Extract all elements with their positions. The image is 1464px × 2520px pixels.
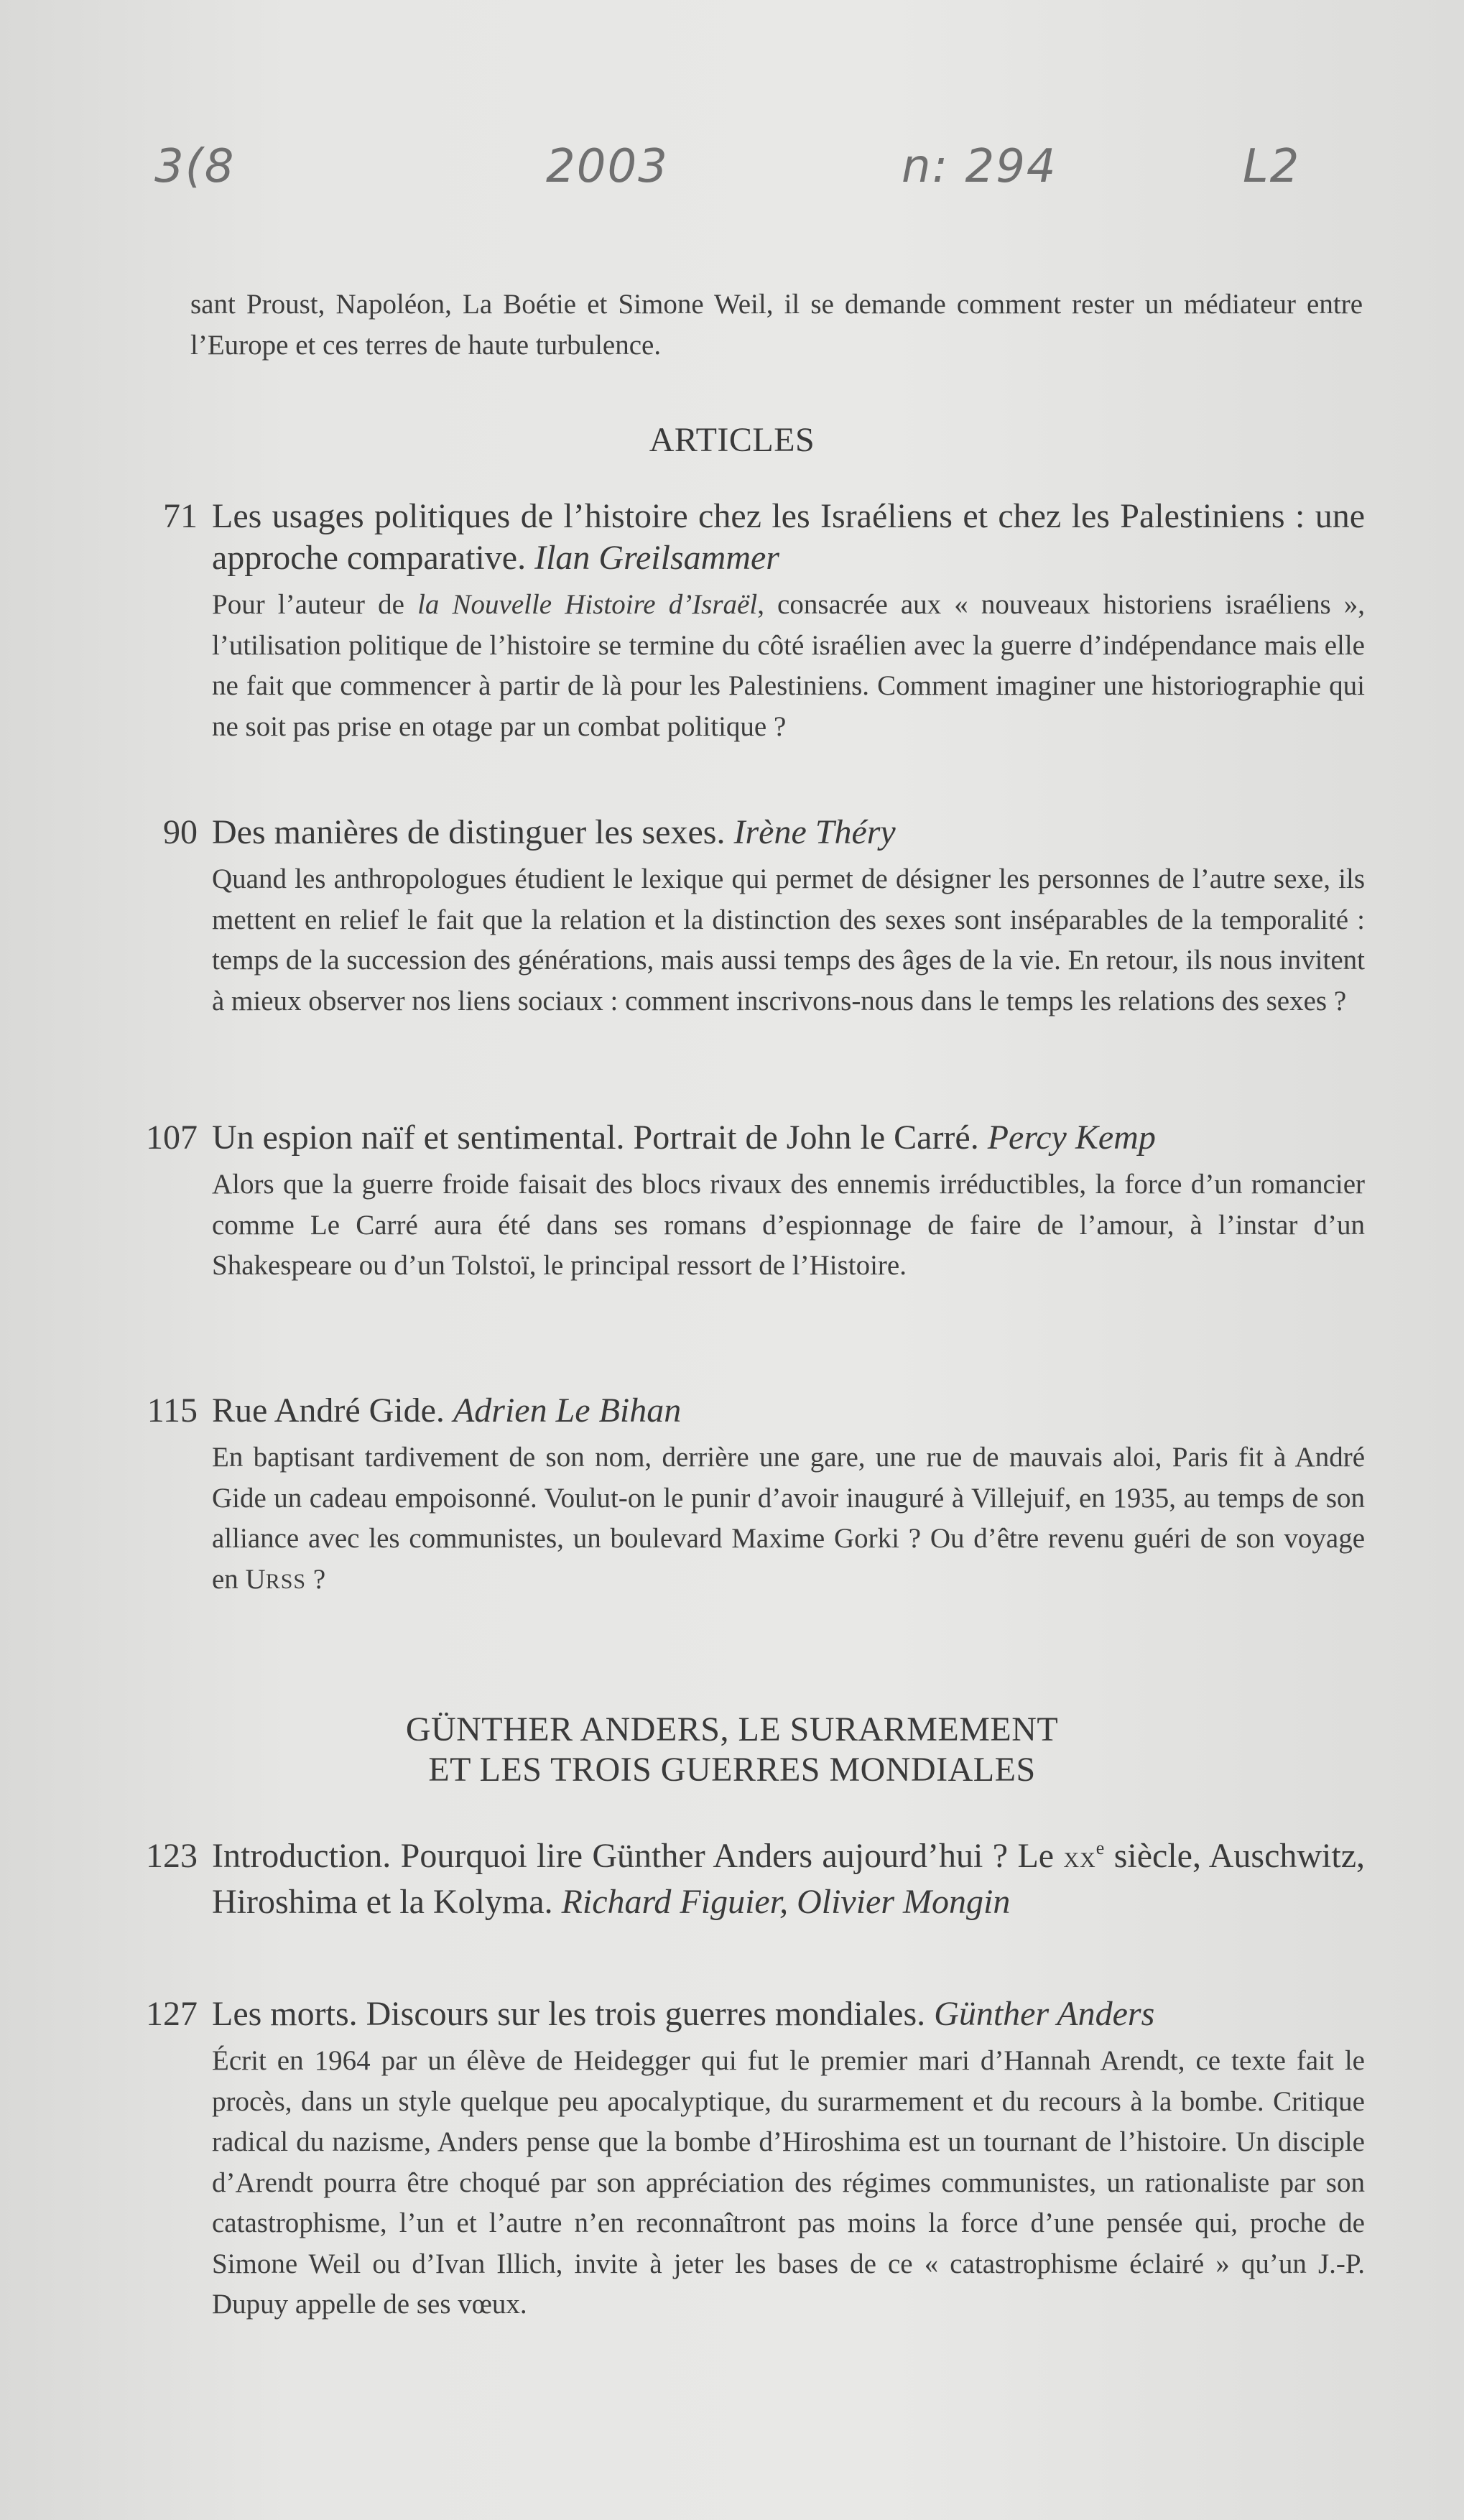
entry-title (212, 812, 1365, 853)
toc-entry (108, 1993, 1365, 2325)
page-number: 115 (147, 1391, 198, 1430)
author-name: Günther Anders (934, 1995, 1155, 2033)
intro-paragraph: sant Proust, Napoléon, La Boétie et Simone Weil, il se demande comment rester un médiateur entre l’Europe et ces terres de haute turbulence. (190, 289, 1363, 361)
entry-description: Quand les anthropologues étudient le lexique qui permet de désigner les personnes de l’autre sexe, ils mettent en relief le fait que la relation et la distinction des sexes sont inséparables de la temporalité : temps de la succession des générations, mais aussi temps des âges de la vie. En retour, ils nous invitent à mieux observer nos liens sociaux : comment inscrivons-nous dans le temps les relations des sexes ? (212, 863, 1365, 1016)
handwritten-annotation: 2003 (546, 140, 669, 193)
entry-description: Écrit en 1964 par un élève de Heidegger qui fut le premier mari d’Hannah Arendt, ce texte fait le procès, dans un style quelque peu apocalyptique, du surarmement et du recours à la bombe. Critique radical du nazisme, Anders pense que la bombe d’Hiroshima est un tournant de l’histoire. Un disciple d’Arendt pourra être choqué par son appréciation des régimes communistes, un rationaliste par son catastrophisme, l’un et l’autre n’en reconnaîtront pas moins la force d’une pensée qui, proche de Simone Weil ou d’Ivan Illich, invite à jeter les bases de ce « catastrophisme éclairé » qu’un J.-P. Dupuy appelle de ses vœux. (212, 2045, 1365, 2320)
toc-entry (108, 1835, 1365, 1923)
entry-title (212, 496, 1365, 579)
entry-description: Alors que la guerre froide faisait des blocs rivaux des ennemis irréductibles, la force d’un romancier comme Le Carré aura été dans ses romans d’espionnage de faire de l’amour, à l’instar d’un Shakespeare ou d’un Tolstoï, le principal ressort de l’Histoire. (212, 1169, 1365, 1281)
heading-line: ET LES TROIS GUERRES MONDIALES (428, 1751, 1036, 1789)
entry-title (212, 1390, 1365, 1432)
page-number: 107 (146, 1118, 198, 1157)
toc-entry (108, 812, 1365, 1022)
entry-description (212, 585, 1365, 747)
century-numeral: XX (1063, 1848, 1096, 1872)
desc-text: En baptisant tardivement de son nom, derrière une gare, une rue de mauvais aloi, Paris fit à André Gide un cadeau empoisonné. Voulut-on le punir d’avoir inauguré à Villejuif, en 1935, au temps de son alliance avec les communistes, un boulevard Maxime Gorki ? Ou d’être revenu guéri de son voyage en U (212, 1442, 1365, 1595)
handwritten-annotation: n: 294 (902, 140, 1057, 193)
handwritten-annotation: L2 (1243, 140, 1301, 193)
title-text: siècle, Auschwitz, Hiroshima et la Kolyma. (212, 1837, 1366, 1921)
title-text: Les morts. Discours sur les trois guerres mondiales. (212, 1995, 935, 2033)
desc-text: , consacrée aux « nouveaux historiens israéliens », l’utilisation politique de l’histoire se termine du côté israélien avec la guerre d’indépendance mais elle ne fait que commencer à partir de là pour les Palestiniens. Comment imaginer une historiographie qui ne soit pas prise en otage par un combat politique ? (212, 589, 1365, 742)
title-text: Des manières de distinguer les sexes. (212, 813, 734, 851)
toc-entry (108, 1117, 1365, 1287)
desc-text: ? (306, 1563, 326, 1595)
title-text: Introduction. Pourquoi lire Günther Anders aujourd’hui ? Le (212, 1837, 1064, 1875)
page-number: 127 (146, 1995, 198, 2033)
author-name: Ilan Greilsammer (534, 539, 779, 577)
page-number: 71 (163, 497, 198, 535)
entry-title (212, 1117, 1365, 1159)
entry-title (212, 1993, 1365, 2035)
title-text: Un espion naïf et sentimental. Portrait de John le Carré. (212, 1118, 988, 1157)
title-text: Les usages politiques de l’histoire chez les Israéliens et chez les Palestiniens : une approche comparative. (212, 497, 1365, 577)
toc-entry (108, 1390, 1365, 1602)
page-number: 123 (146, 1837, 198, 1875)
page-number: 90 (163, 813, 198, 851)
desc-smallcaps: RSS (265, 1569, 307, 1593)
author-name: Percy Kemp (987, 1118, 1156, 1157)
title-text: Rue André Gide. (212, 1391, 453, 1430)
author-name: Irène Théry (733, 813, 896, 851)
book-title: la Nouvelle Histoire d’Israël (417, 589, 758, 620)
century-superscript: e (1095, 1838, 1105, 1858)
heading-line: GÜNTHER ANDERS, LE SURARMEMENT (405, 1710, 1059, 1748)
author-name: Richard Figuier, Olivier Mongin (561, 1883, 1011, 1921)
handwritten-annotation: 3(8 (154, 140, 236, 193)
author-name: Adrien Le Bihan (453, 1391, 682, 1430)
section-heading-articles: ARTICLES (649, 421, 815, 459)
section-heading-anders (0, 1710, 1464, 1790)
entry-title (212, 1835, 1365, 1923)
desc-text: Pour l’auteur de (212, 589, 418, 620)
entry-description (212, 1437, 1365, 1602)
toc-entry (108, 496, 1365, 747)
